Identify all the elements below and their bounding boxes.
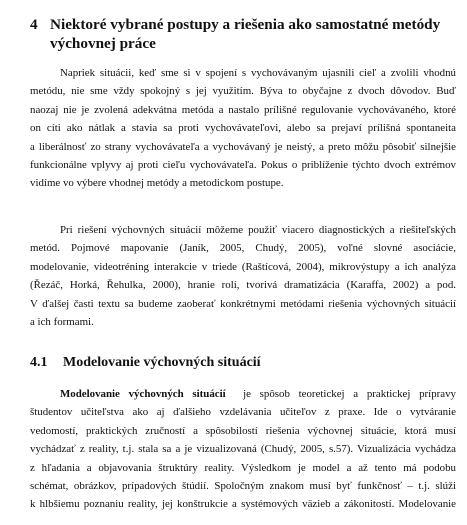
- text-line: metód. Pojmové mapovanie (Janík, 2005, Chudý, 2005), voľné slovné asociácie,: [30, 242, 456, 255]
- subsection-title: Modelovanie výchovných situácií: [63, 355, 261, 370]
- text-line: k hlbšiemu poznaniu reality, jej konštrukcie a systémových väzieb a zákonitostí. Modelovanie: [30, 498, 456, 511]
- text-line: a liberálnosť zo strany vychovávateľa a vychovávaný je neistý, a preto môžu pôsobiť silnejšie: [30, 140, 456, 153]
- paragraph-methods: [30, 221, 456, 331]
- section-number: 4: [30, 16, 38, 33]
- section-title-line: výchovnej práce: [50, 35, 156, 52]
- text-line: on cíti ako nátlak a stavia sa proti vychovávateľovi, alebo sa prejaví prílišná spontaneita: [30, 122, 456, 135]
- text-line: vidíme vo výbere vhodnej metódy a metodickom postupe.: [30, 177, 284, 190]
- section-title-line: Niektoré vybrané postupy a riešenia ako samostatné metódy: [50, 16, 441, 33]
- text-line: (Řezáč, Horká, Řehulka, 2000), hranie rolí, tvorivá dramatizácia (Karaffa, 2002) a pod.: [30, 279, 456, 292]
- text-line: funkcionálne vplyvy aj proti cieľu vychovávateľa. Pokus o priblíženie týchto dvoch extrémov: [30, 158, 456, 171]
- paragraph-intro: [30, 64, 456, 193]
- text-line: Pri riešení výchovných situácií môžeme použiť viacero diagnostických a riešiteľských: [60, 224, 456, 236]
- text-line: naozaj nie je zvolená adekvátna metóda a nastalo prílišné regulovanie vychovávaného, ktoré: [30, 103, 456, 116]
- text-line: modelovanie, videotréning interakcie v triede (Raštícová, 2004), mikrovýstupy a ich analýza: [30, 260, 456, 273]
- text-line: vychádzať z reality, t.j. stala sa a je vizualizovaná (Chudý, 2005, s.57). Vizualizácia vychádza: [30, 443, 456, 456]
- paragraph-modeling: [30, 385, 456, 514]
- text-line: študentov učiteľstva ako aj ďalšieho vzdelávania učiteľov z praxe. Ide o vytváranie: [30, 406, 456, 419]
- text-line: vedomostí, praktických zručností a spôsobilostí riešenia výchovnej situácie, ktorá musí: [30, 424, 456, 437]
- text-line: [30, 385, 456, 403]
- text-span: je spôsob teoretickej a praktickej prípravy: [243, 388, 456, 400]
- text-line: z hľadania a objavovania štruktúry reality. Výsledkom je model a až tento má podobu: [30, 461, 456, 474]
- bold-term: Modelovanie výchovných situácií: [60, 388, 226, 400]
- text-line: a ich formami.: [30, 315, 94, 328]
- subsection-number: 4.1: [30, 355, 48, 370]
- text-line: Napriek situácii, keď sme si v spojení s vychovávaným ujasnili cieľ a zvolili vhodnú: [60, 67, 456, 79]
- text-line: V ďalšej časti textu sa budeme zaoberať konkrétnymi metódami riešenia výchovných situácií: [30, 297, 456, 310]
- text-line: metódu, nie sme vždy spokojný s jej využitím. Býva to obyčajne z dvoch dôvodov. Buď: [30, 85, 456, 98]
- text-line: schémat, obrázkov, prípadových štúdií. Spoločným znakom musí byť funkčnosť – t.j. slúži: [30, 479, 456, 492]
- section-title: [50, 15, 445, 53]
